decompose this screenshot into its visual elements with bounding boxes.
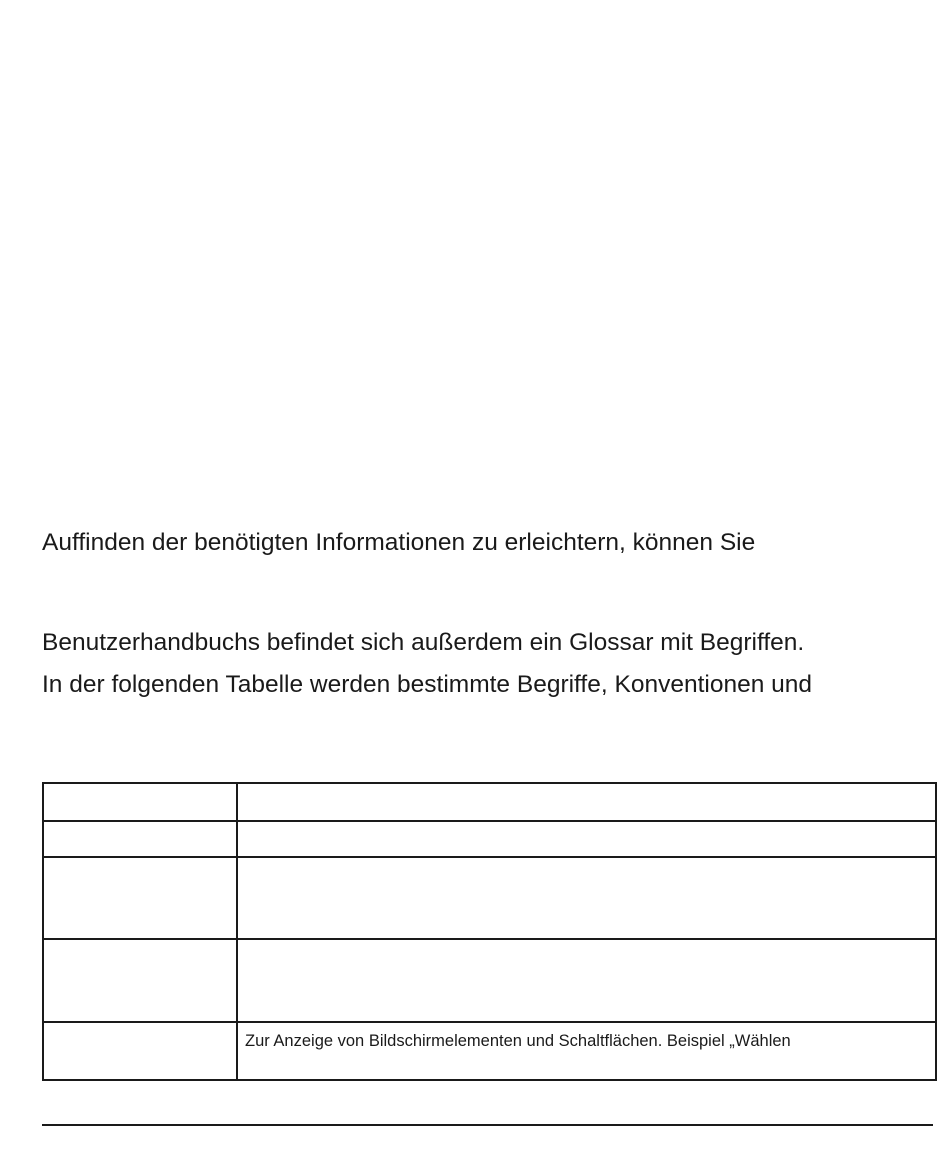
table-row xyxy=(43,857,936,939)
paragraph-line-1: Auffinden der benötigten Informationen zu erleichtern, können Sie xyxy=(42,529,756,556)
description-cell xyxy=(237,1022,936,1080)
term-cell xyxy=(43,1022,237,1080)
term-cell xyxy=(43,857,237,939)
table-row xyxy=(43,939,936,1022)
conventions-table xyxy=(42,782,937,1081)
term-text xyxy=(44,940,236,947)
paragraph-line-3: In der folgenden Tabelle werden bestimmte Begriffe, Konventionen und xyxy=(42,671,813,698)
description-cell xyxy=(237,821,936,857)
term-cell xyxy=(43,783,237,821)
description-cell xyxy=(237,939,936,1022)
description-text xyxy=(238,784,935,791)
description-text xyxy=(238,940,935,947)
term-text xyxy=(44,822,236,829)
table-row xyxy=(43,821,936,857)
description-cell xyxy=(237,857,936,939)
footer-divider xyxy=(42,1124,933,1126)
table-row xyxy=(43,783,936,821)
term-cell xyxy=(43,821,237,857)
table-row xyxy=(43,1022,936,1080)
term-cell xyxy=(43,939,237,1022)
term-text xyxy=(44,1023,236,1030)
term-text xyxy=(44,858,236,865)
description-text xyxy=(238,858,935,865)
paragraph-line-2: Benutzerhandbuchs befindet sich außerdem ein Glossar mit Begriffen. xyxy=(42,629,805,656)
description-text xyxy=(238,822,935,829)
description-text: Zur Anzeige von Bildschirmelementen und Schaltflächen. Beispiel „Wählen xyxy=(245,1032,791,1050)
description-cell xyxy=(237,783,936,821)
term-text xyxy=(44,784,236,791)
